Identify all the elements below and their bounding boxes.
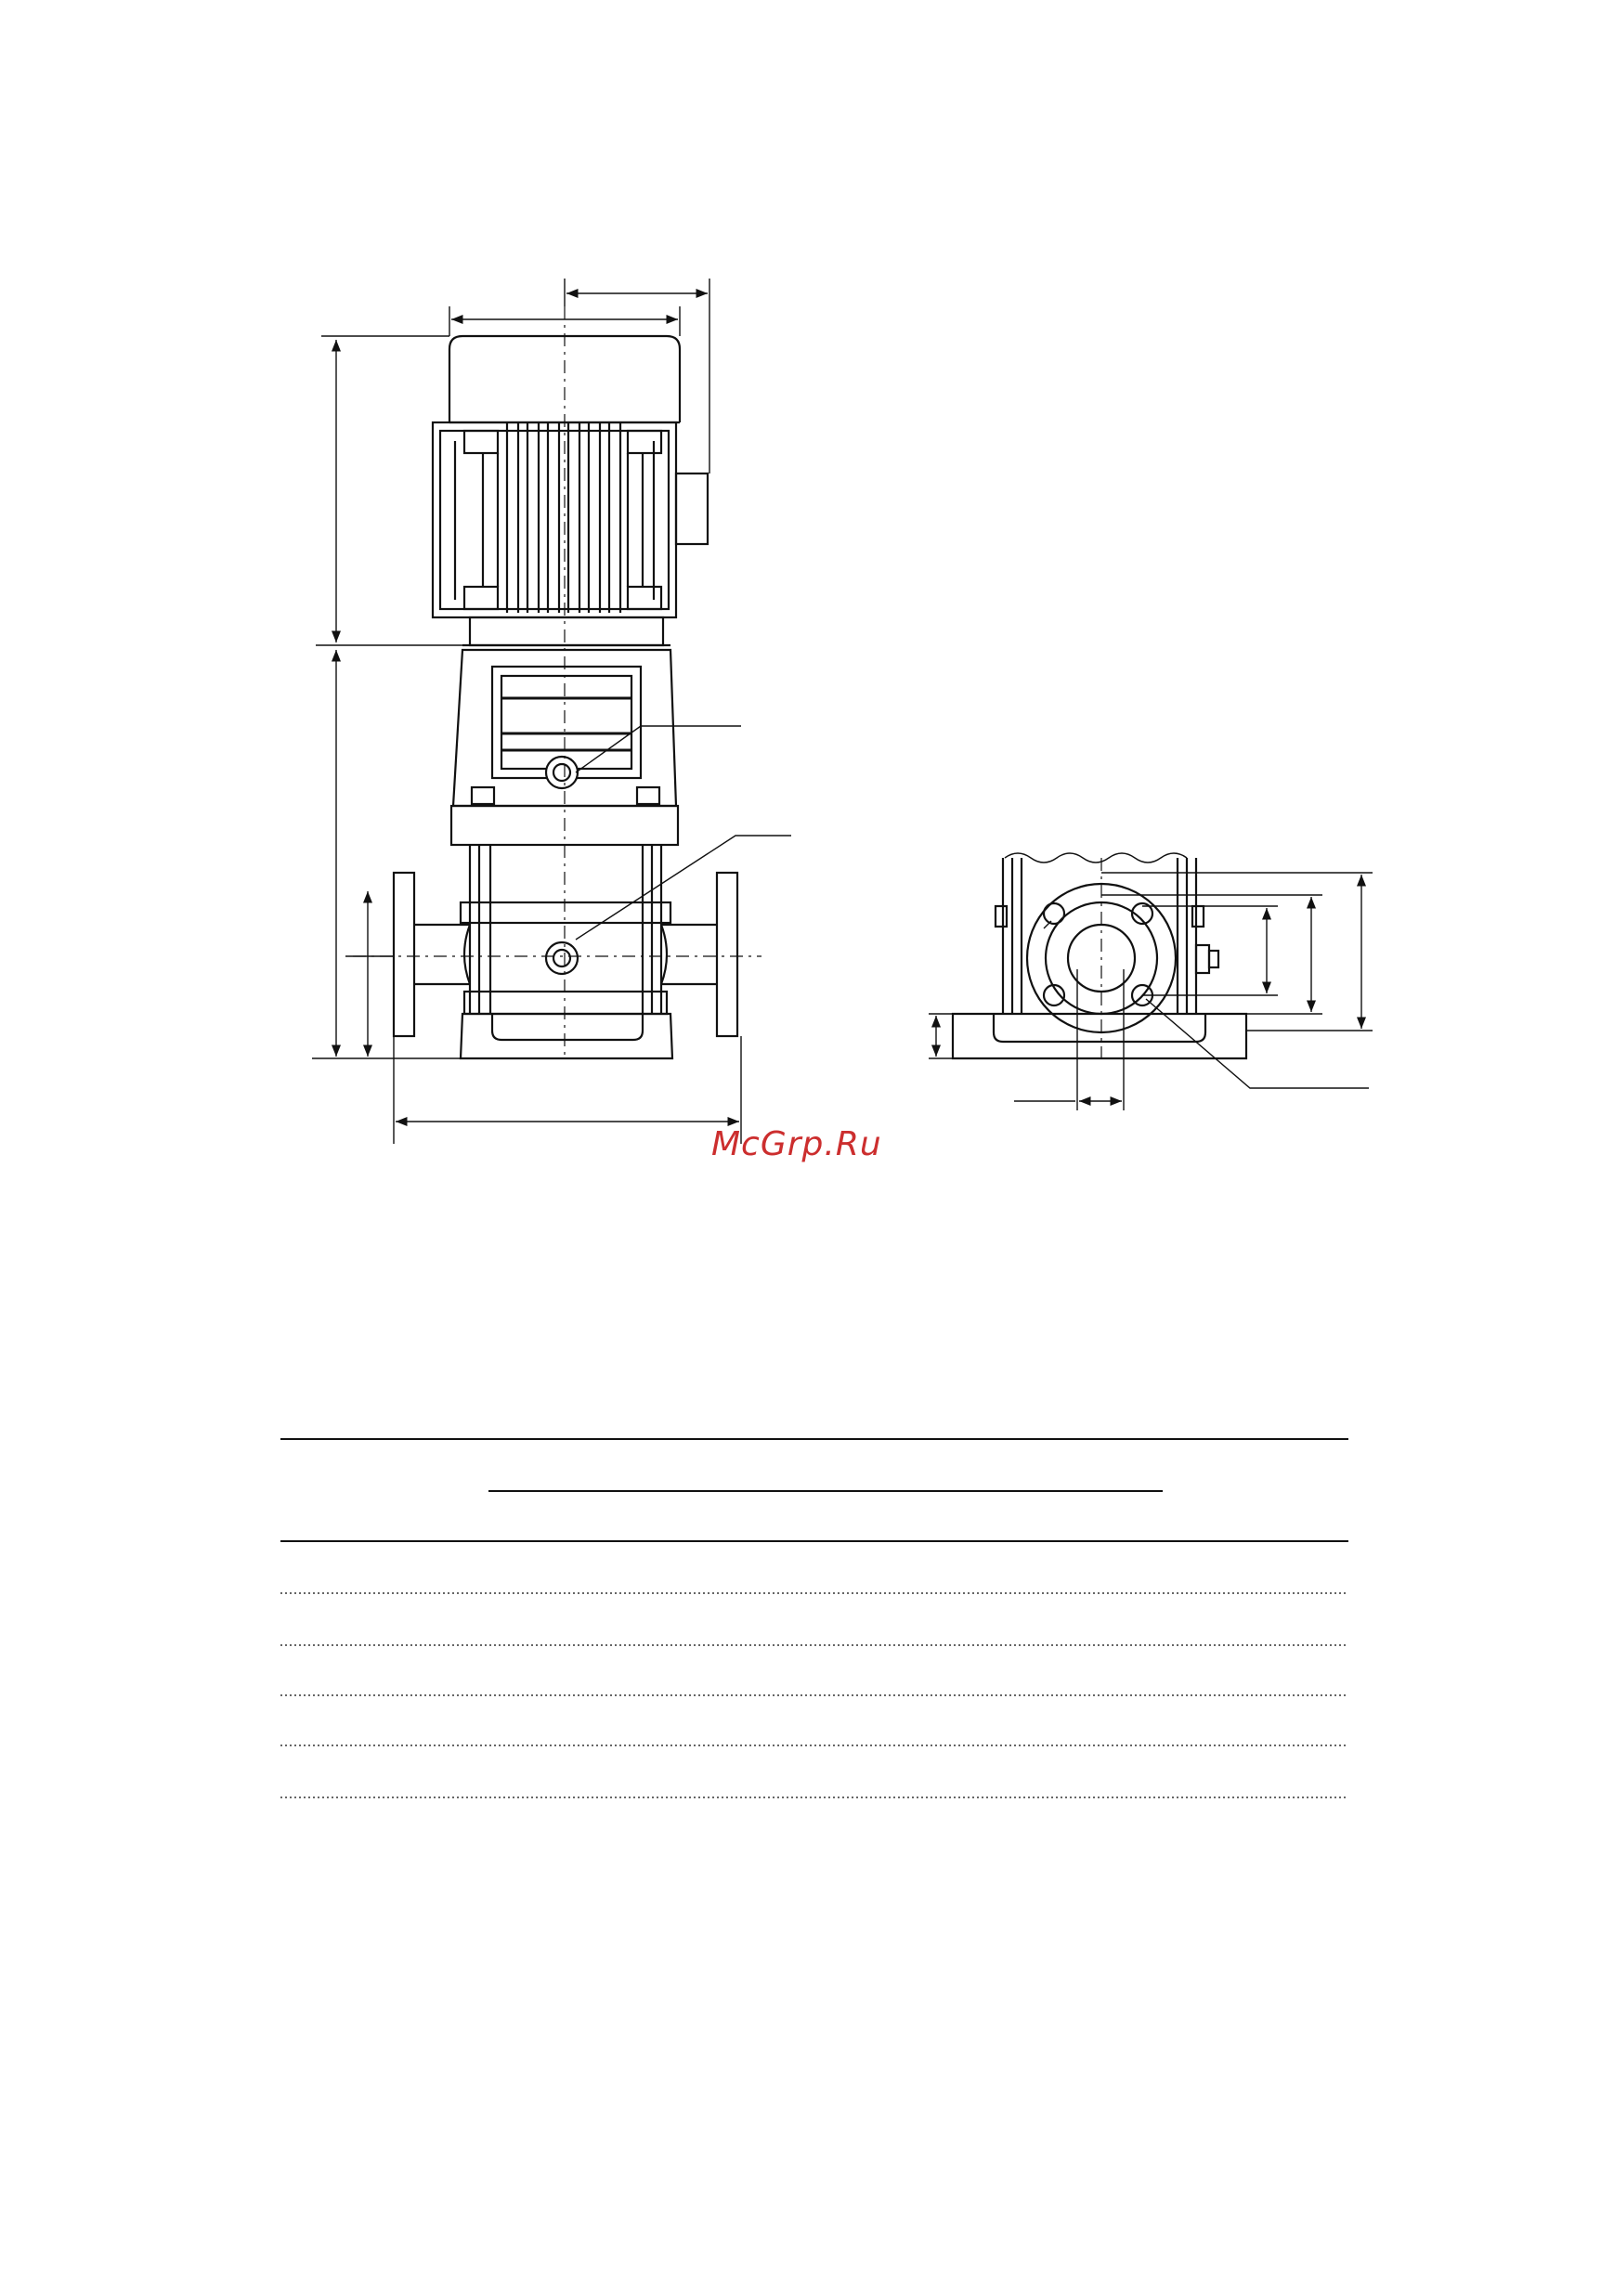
motor-flange	[470, 617, 663, 645]
pump-side-view	[953, 853, 1246, 1058]
motor-body	[433, 422, 708, 617]
pump-front-view	[353, 306, 791, 1058]
pump-column	[461, 845, 670, 1014]
pump-lantern	[453, 650, 676, 806]
watermark-text: McGrp.Ru	[711, 1125, 882, 1163]
dimension-table	[280, 1439, 1348, 1797]
pump-flanges	[394, 873, 737, 1036]
callout-leader-bolt-hole	[1146, 999, 1369, 1088]
